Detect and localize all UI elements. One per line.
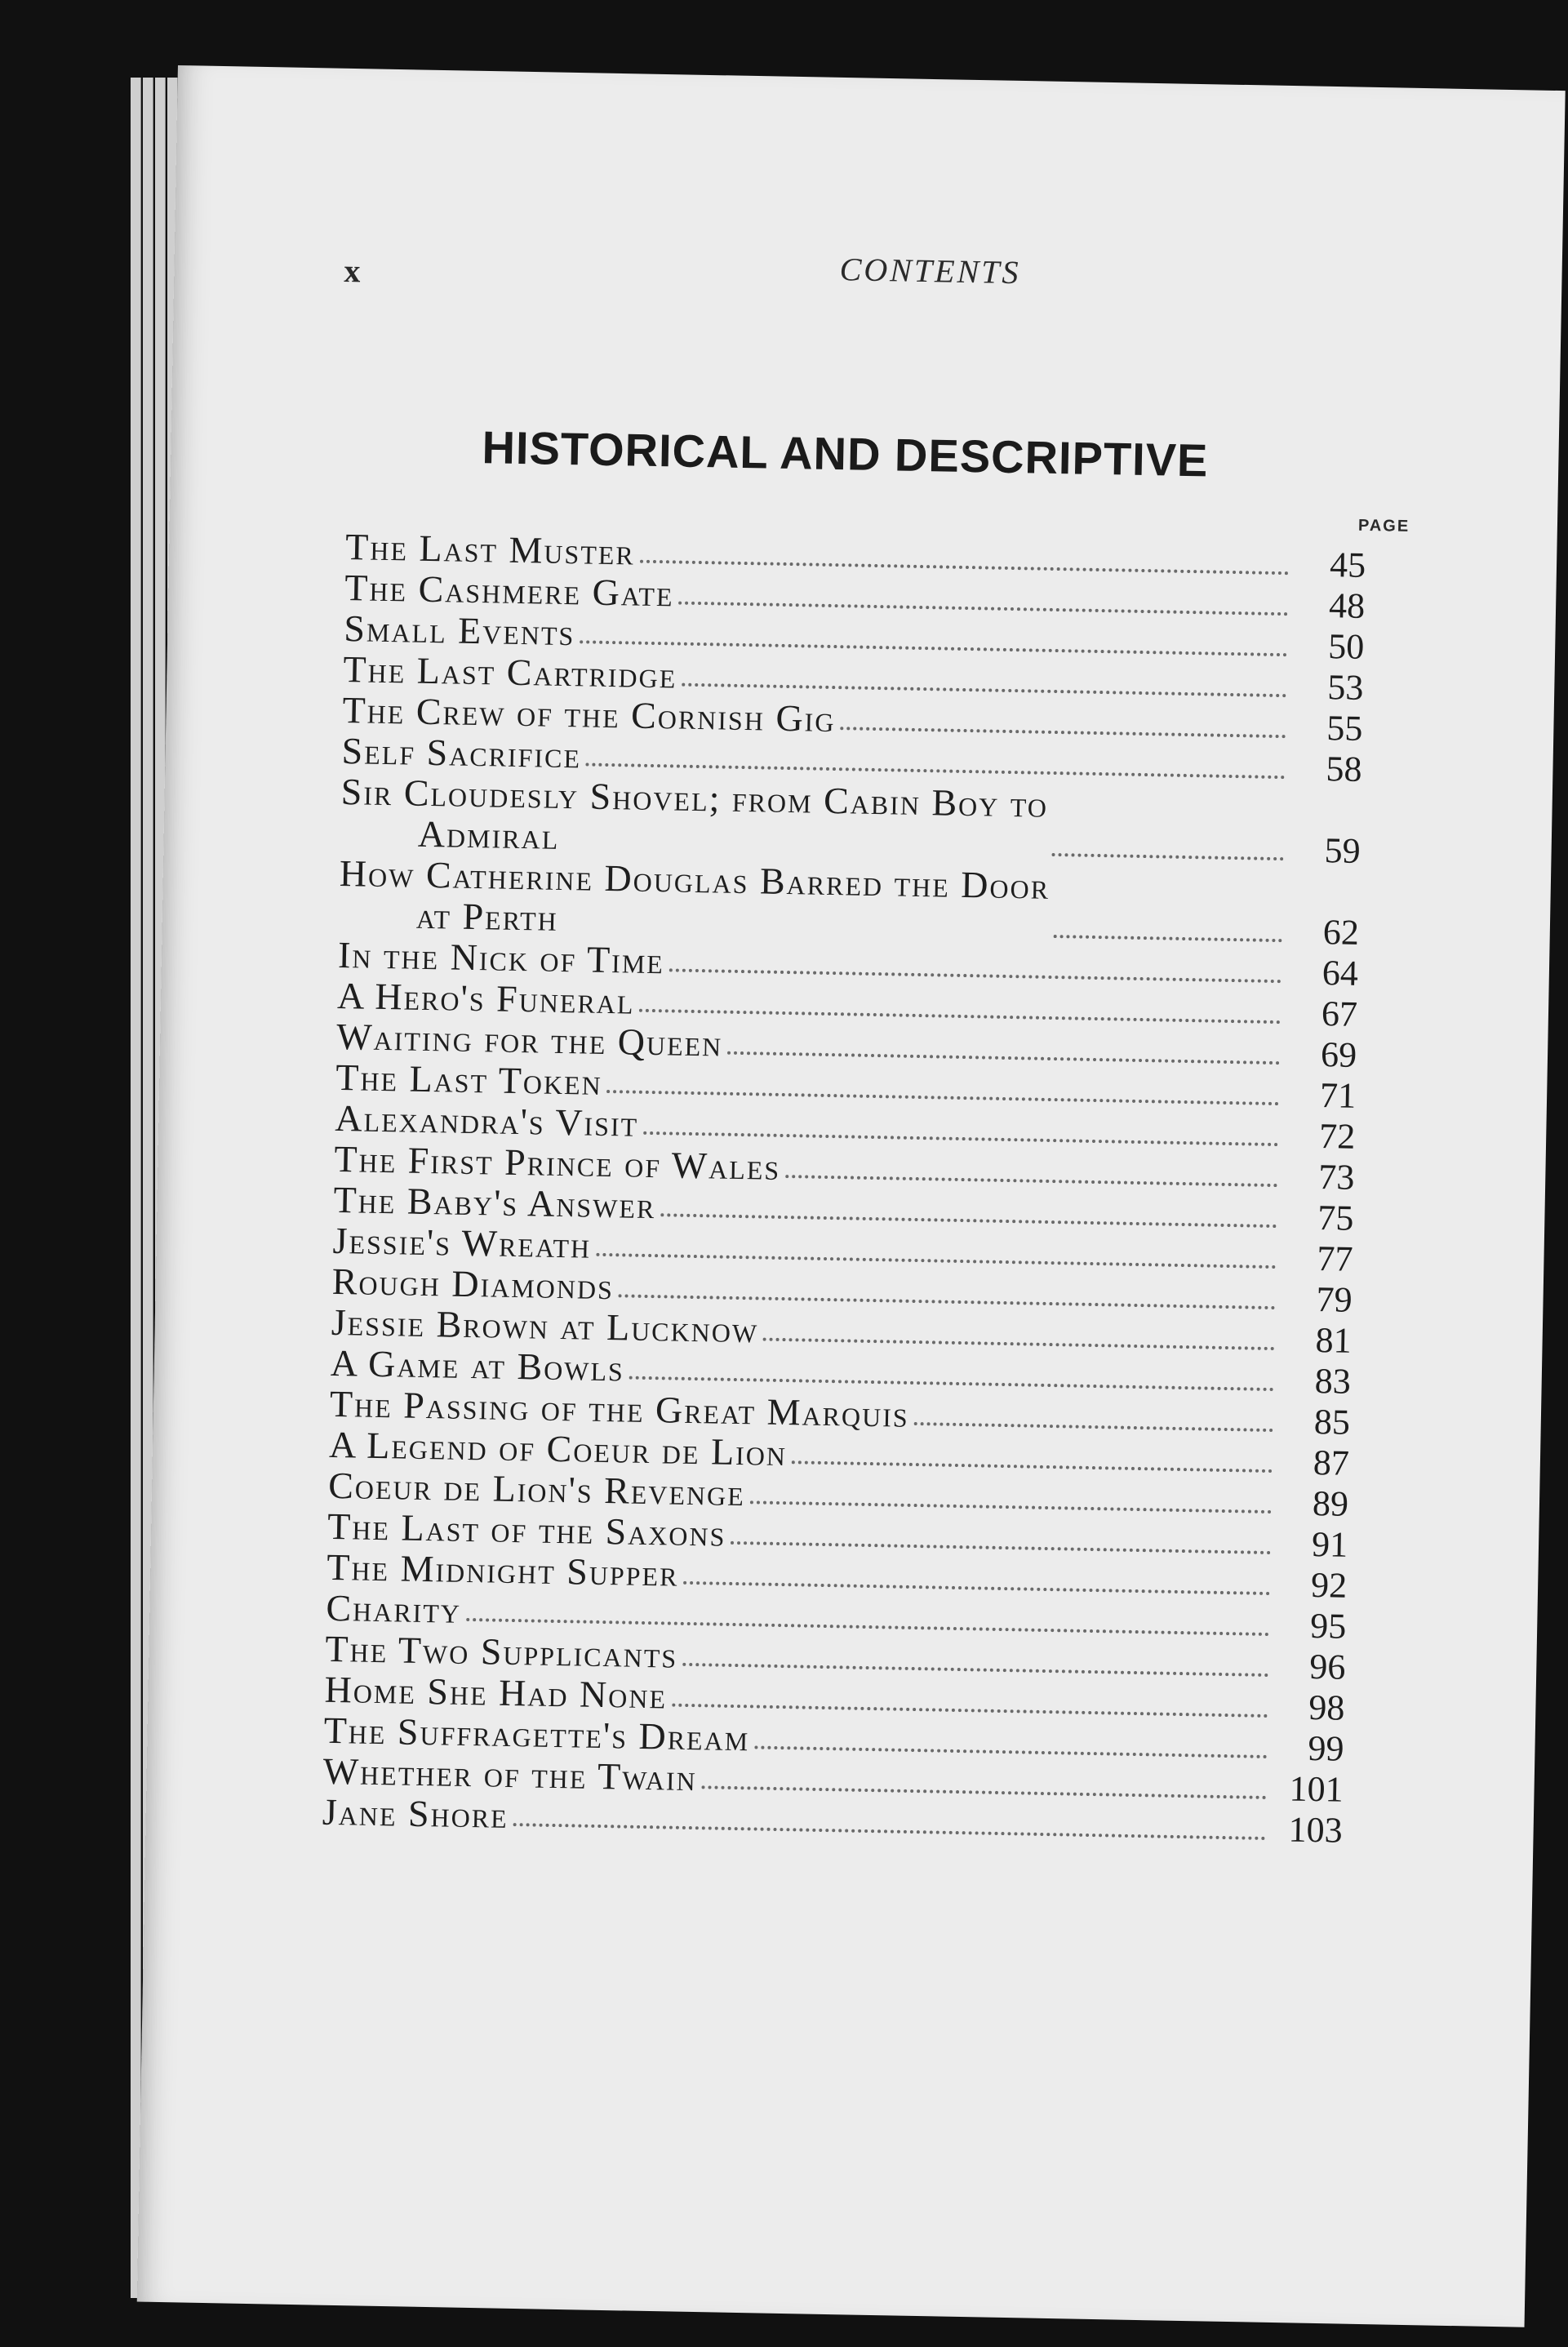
entry-page-number: 92: [1310, 1564, 1348, 1606]
entry-page-number: 91: [1311, 1523, 1348, 1565]
entry-title: [339, 853, 1051, 948]
entry-title-line: The Cashmere Gate: [344, 567, 674, 615]
entry-title-line: Rough Diamonds: [331, 1260, 615, 1308]
running-head: CONTENTS: [839, 251, 1021, 291]
entry-title: [333, 1180, 656, 1226]
entry-title-line: Small Events: [343, 607, 575, 654]
entry-page-number: 50: [1327, 626, 1365, 667]
dot-leader: [580, 640, 1287, 656]
entry-page-number: 81: [1315, 1319, 1353, 1361]
entry-page-number: 69: [1320, 1034, 1357, 1075]
dot-leader: [596, 1253, 1276, 1269]
entry-page-number: 87: [1313, 1442, 1350, 1483]
entry-page-number: 77: [1317, 1238, 1353, 1279]
entry-page-number: 62: [1322, 912, 1360, 953]
dot-leader: [683, 1581, 1270, 1595]
entry-page-number: 101: [1289, 1768, 1344, 1810]
entry-title-continuation: at Perth: [415, 894, 559, 939]
entry-page-number: 67: [1321, 993, 1358, 1034]
entry-page-number: 71: [1319, 1075, 1357, 1116]
entry-title-line: Sir Cloudesly Shovel; from Cabin Boy to: [340, 770, 1049, 825]
entry-page-number: 64: [1321, 953, 1359, 993]
entry-title: [335, 1057, 602, 1103]
dot-leader: [669, 968, 1281, 983]
entry-title-line: The Two Supplicants: [325, 1627, 678, 1676]
dot-leader: [639, 1009, 1281, 1024]
dot-leader: [619, 1294, 1276, 1309]
entry-page-number: 103: [1288, 1809, 1344, 1851]
entry-title-line: Alexandra's Visit: [335, 1096, 639, 1145]
entry-page-number: 75: [1317, 1198, 1354, 1238]
dot-leader: [840, 727, 1286, 738]
entry-page-number: 45: [1329, 545, 1366, 585]
entry-title-line: How Catherine Douglas Barred the Door: [339, 851, 1051, 907]
entry-title-line: The Midnight Supper: [326, 1545, 679, 1594]
entry-title-line: The Crew of the Cornish Gig: [342, 689, 836, 740]
entry-title: [340, 771, 1048, 866]
section-title: HISTORICAL AND DESCRIPTIVE: [481, 421, 1209, 487]
entry-title: [343, 649, 677, 696]
entry-title-line: The Suffragette's Dream: [323, 1709, 750, 1759]
page-column-label: PAGE: [1357, 516, 1410, 536]
entry-title-line: Whether of the Twain: [322, 1749, 698, 1799]
entry-title-line: Jessie's Wreath: [332, 1219, 592, 1266]
entry-title: [331, 1261, 614, 1307]
entry-page-number: 83: [1314, 1360, 1352, 1402]
entry-page-number: 95: [1309, 1605, 1347, 1647]
entry-page-number: 72: [1318, 1116, 1356, 1157]
entry-title-line: Jessie Brown at Lucknow: [331, 1300, 759, 1351]
entry-page-number: 79: [1316, 1278, 1353, 1320]
entry-page-number: 96: [1308, 1646, 1346, 1687]
dot-leader: [640, 560, 1289, 576]
dot-leader: [678, 602, 1288, 616]
entry-title: [345, 527, 635, 572]
entry-title: [331, 1343, 625, 1389]
dot-leader: [629, 1376, 1274, 1391]
dot-leader: [660, 1213, 1277, 1228]
entry-title: [341, 731, 581, 776]
dot-leader: [513, 1823, 1265, 1840]
dot-leader: [682, 683, 1286, 698]
entry-page-number: 59: [1324, 830, 1361, 871]
entry-title-line: A Hero's Funeral: [336, 974, 635, 1022]
entry-page-number: 55: [1326, 708, 1363, 749]
entry-title-line: The Passing of the Great Marquis: [329, 1382, 910, 1435]
entry-title-line: The Last Muster: [344, 526, 636, 573]
dot-leader: [702, 1785, 1267, 1799]
entry-page-number: 58: [1326, 749, 1362, 789]
entry-title-line: The Last Cartridge: [343, 648, 677, 696]
entry-title: [324, 1669, 667, 1717]
entry-title-line: Jane Shore: [322, 1790, 509, 1836]
entry-title-line: The First Prince of Wales: [334, 1137, 781, 1188]
dot-leader: [682, 1663, 1268, 1677]
entry-title: [335, 1098, 639, 1145]
dot-leader: [754, 1745, 1267, 1758]
entry-title-line: In the Nick of Time: [337, 933, 665, 982]
dot-leader: [643, 1131, 1278, 1146]
entry-page-number: 73: [1317, 1157, 1355, 1198]
dot-leader: [672, 1704, 1268, 1718]
entry-title-line: Self Sacrifice: [341, 730, 582, 776]
contents-list: [322, 527, 1366, 1851]
entry-title-line: A Game at Bowls: [330, 1341, 625, 1389]
dot-leader: [727, 1051, 1280, 1065]
entry-title: [344, 608, 575, 653]
entry-page-number: 98: [1308, 1687, 1345, 1728]
entry-title-line: A Legend of Coeur de Lion: [328, 1423, 788, 1474]
dot-leader: [792, 1460, 1273, 1473]
entry-page-number: 99: [1308, 1727, 1344, 1769]
entry-page-number: 48: [1328, 585, 1366, 626]
entry-title-line: Home She Had None: [324, 1668, 668, 1717]
dot-leader: [913, 1422, 1273, 1432]
entry-title: [326, 1588, 461, 1631]
dot-leader: [750, 1500, 1272, 1514]
dot-leader: [785, 1175, 1277, 1187]
entry-title-line: The Last Token: [335, 1056, 603, 1103]
entry-title-line: Coeur de Lion's Revenge: [327, 1464, 746, 1514]
entry-page-number: 85: [1313, 1401, 1351, 1442]
dot-leader: [731, 1541, 1271, 1554]
dot-leader: [1054, 935, 1282, 942]
entry-page-number: 53: [1326, 667, 1364, 708]
entry-title: [322, 1792, 509, 1836]
entry-title-line: The Baby's Answer: [333, 1178, 656, 1227]
entry-title: [344, 567, 674, 614]
entry-title-line: Charity: [326, 1586, 462, 1631]
dot-leader: [607, 1090, 1279, 1105]
entry-page-number: 89: [1312, 1482, 1349, 1524]
entry-title: [332, 1220, 591, 1266]
entry-title-continuation: Admiral: [417, 812, 560, 857]
entry-title: [337, 976, 635, 1022]
entry-title: [338, 935, 665, 981]
entry-title-line: The Last of the Saxons: [326, 1505, 726, 1554]
dot-leader: [763, 1338, 1275, 1350]
dot-leader: [1052, 853, 1284, 860]
page-number: x: [344, 251, 361, 290]
entry-title-line: Waiting for the Queen: [335, 1015, 723, 1065]
